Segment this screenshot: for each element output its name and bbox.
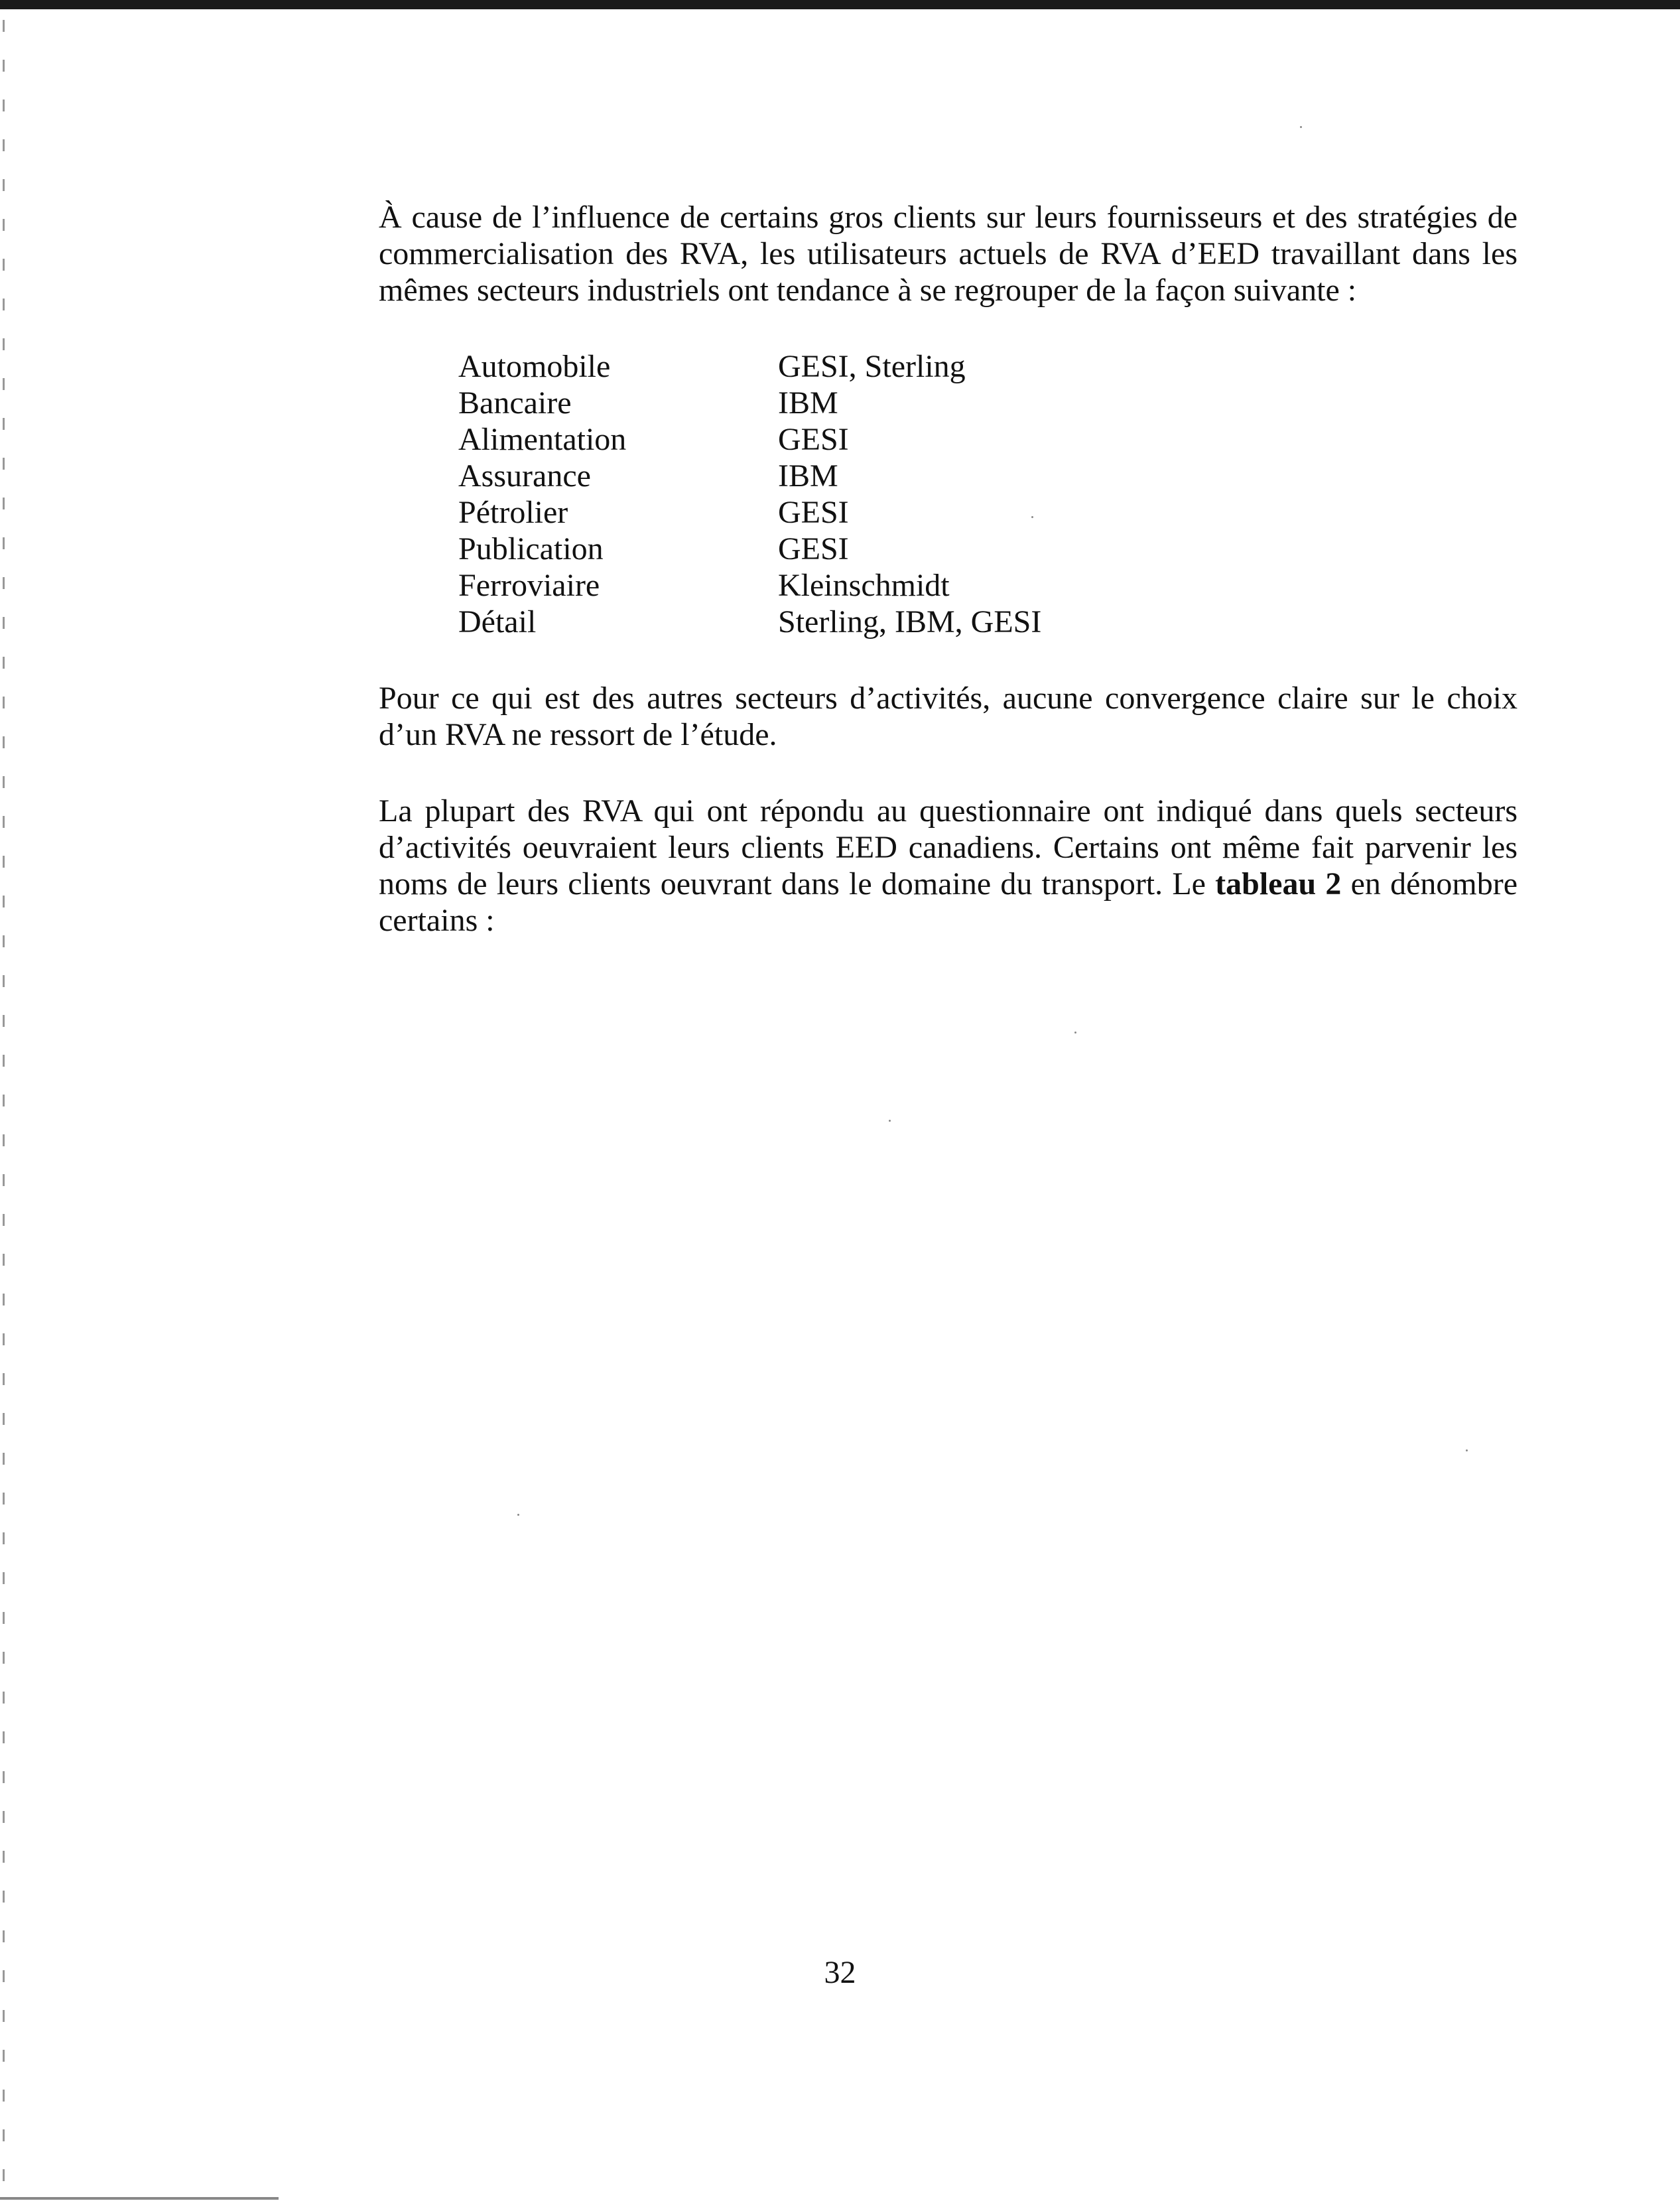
page-number: 32 — [824, 1955, 856, 1990]
third-paragraph-ending: en dénombre certains : — [379, 866, 1518, 938]
scan-speck — [1074, 1032, 1076, 1034]
scan-top-border — [0, 0, 1680, 9]
table-reference: tableau 2 — [1215, 866, 1342, 902]
sector-name: Assurance — [458, 458, 591, 494]
scan-bottom-mark — [0, 2197, 279, 2200]
scan-speck — [517, 1514, 519, 1516]
scan-speck — [889, 1120, 891, 1122]
table-row — [458, 567, 1041, 604]
sector-providers: GESI — [778, 495, 849, 530]
sector-providers: GESI, Sterling — [778, 349, 966, 384]
sector-providers: Sterling, IBM, GESI — [778, 604, 1042, 639]
table-row — [458, 494, 1041, 531]
sector-providers: Kleinschmidt — [778, 568, 950, 603]
table-row — [458, 385, 1041, 421]
sector-name: Automobile — [458, 349, 611, 384]
sector-name: Ferroviaire — [458, 568, 600, 603]
table-row — [458, 458, 1041, 494]
page-body — [379, 199, 1518, 939]
intro-paragraph: À cause de l’influence de certains gros clients sur leurs fournisseurs et des stratégies de commercialisation des RVA, les utilisateurs actuels de RVA d’EED travaillant dans les mêmes secteurs industriels ont tendance à se regrouper de la façon suivante : — [379, 200, 1518, 308]
sector-name: Alimentation — [458, 422, 627, 457]
table-row — [458, 531, 1041, 567]
table-row — [458, 421, 1041, 458]
sector-name: Pétrolier — [458, 495, 568, 530]
table-row — [458, 604, 1041, 640]
scan-speck — [1466, 1449, 1468, 1451]
sector-name: Bancaire — [458, 385, 572, 421]
sector-providers: IBM — [778, 458, 838, 494]
third-paragraph — [379, 793, 1518, 939]
sector-provider-table — [458, 348, 1041, 640]
scan-left-border — [3, 20, 5, 2196]
sector-providers: GESI — [778, 422, 849, 457]
sector-name: Détail — [458, 604, 537, 639]
third-paragraph-text: La plupart des RVA qui ont répondu au questionnaire ont indiqué dans quels secteurs d’activités oeuvraient leurs clients EED canadiens. Certains ont même fait parvenir les noms de leurs clients oeuvrant dans le domaine du transport. Le — [379, 793, 1518, 902]
sector-name: Publication — [458, 531, 604, 567]
sector-providers: IBM — [778, 385, 838, 421]
sector-providers: GESI — [778, 531, 849, 567]
scan-speck — [1300, 126, 1302, 128]
table-row — [458, 348, 1041, 385]
second-paragraph: Pour ce qui est des autres secteurs d’activités, aucune convergence claire sur le choix d’un RVA ne ressort de l’étude. — [379, 681, 1518, 752]
